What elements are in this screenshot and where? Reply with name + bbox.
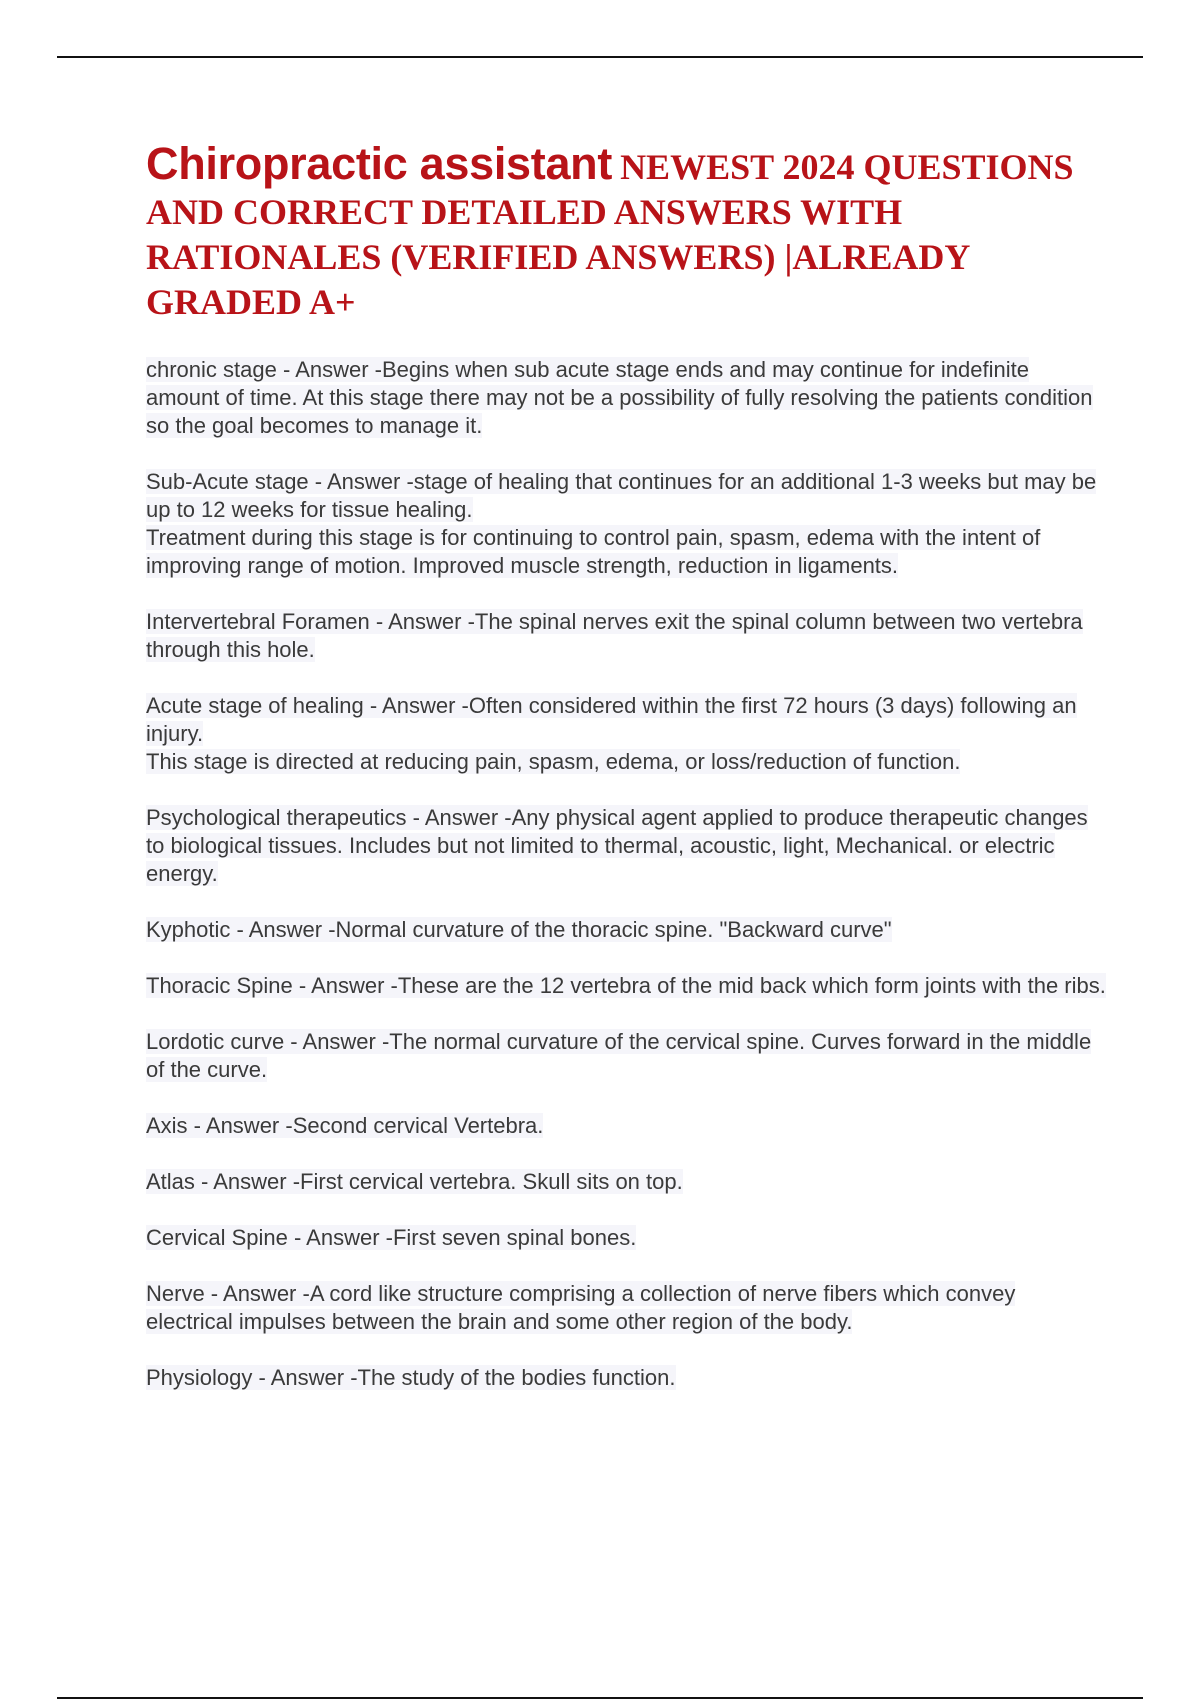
- qa-paragraph: [146, 1028, 1106, 1084]
- qa-text: Intervertebral Foramen - Answer -The spinal nerves exit the spinal column between two vertebra through this hole.: [146, 609, 1083, 662]
- qa-paragraph: [146, 1224, 1106, 1252]
- qa-paragraph: [146, 1364, 1106, 1392]
- qa-text: Axis - Answer -Second cervical Vertebra.: [146, 1113, 544, 1138]
- qa-text: Cervical Spine - Answer -First seven spinal bones.: [146, 1225, 637, 1250]
- qa-paragraph: [146, 468, 1106, 524]
- qa-text: Psychological therapeutics - Answer -Any physical agent applied to produce therapeutic changes to biological tissues. Includes but not limited to thermal, acoustic, light, Mechanical. or electric energy.: [146, 805, 1088, 886]
- qa-paragraph: [146, 692, 1106, 748]
- qa-paragraph: [146, 356, 1106, 440]
- qa-text: Sub-Acute stage - Answer -stage of healing that continues for an additional 1-3 weeks but may be up to 12 weeks for tissue healing.: [146, 469, 1097, 522]
- qa-entry: [146, 468, 1106, 580]
- qa-entry: [146, 608, 1106, 664]
- qa-entry: [146, 1112, 1106, 1140]
- qa-text: Atlas - Answer -First cervical vertebra. Skull sits on top.: [146, 1169, 683, 1194]
- qa-text: Nerve - Answer -A cord like structure comprising a collection of nerve fibers which convey electrical impulses between the brain and some other region of the body.: [146, 1281, 1016, 1334]
- qa-text: Thoracic Spine - Answer -These are the 12 vertebra of the mid back which form joints with the ribs.: [146, 973, 1106, 998]
- qa-text: Treatment during this stage is for continuing to control pain, spasm, edema with the intent of improving range of motion. Improved muscle strength, reduction in ligaments.: [146, 525, 1041, 578]
- qa-paragraph: [146, 1168, 1106, 1196]
- qa-entry: [146, 1168, 1106, 1196]
- qa-text: Kyphotic - Answer -Normal curvature of the thoracic spine. "Backward curve": [146, 917, 892, 942]
- qa-list: [146, 356, 1106, 1420]
- footer-rule: [57, 1697, 1143, 1699]
- header-rule: [57, 56, 1143, 58]
- qa-entry: [146, 1028, 1106, 1084]
- qa-entry: [146, 1224, 1106, 1252]
- qa-text: Acute stage of healing - Answer -Often considered within the first 72 hours (3 days) following an injury.: [146, 693, 1077, 746]
- qa-paragraph: [146, 608, 1106, 664]
- qa-text: chronic stage - Answer -Begins when sub acute stage ends and may continue for indefinite amount of time. At this stage there may not be a possibility of fully resolving the patients condition so the goal becomes to manage it.: [146, 357, 1093, 438]
- qa-text: This stage is directed at reducing pain, spasm, edema, or loss/reduction of function.: [146, 749, 961, 774]
- qa-paragraph: [146, 1280, 1106, 1336]
- qa-entry: [146, 1364, 1106, 1392]
- document-title-subtitle: NEWEST 2024 QUESTIONS AND CORRECT DETAILED ANSWERS WITH RATIONALES (VERIFIED ANSWERS) |ALREADY GRADED A+: [146, 147, 1074, 322]
- qa-entry: [146, 916, 1106, 944]
- qa-paragraph: [146, 916, 1106, 944]
- qa-entry: [146, 692, 1106, 776]
- qa-entry: [146, 356, 1106, 440]
- qa-paragraph: [146, 972, 1106, 1000]
- qa-entry: [146, 972, 1106, 1000]
- document-title: [146, 138, 1106, 325]
- qa-paragraph: [146, 804, 1106, 888]
- qa-paragraph: [146, 1112, 1106, 1140]
- qa-entry: [146, 804, 1106, 888]
- qa-text: Physiology - Answer -The study of the bodies function.: [146, 1365, 676, 1390]
- qa-paragraph: [146, 524, 1106, 580]
- qa-entry: [146, 1280, 1106, 1336]
- qa-text: Lordotic curve - Answer -The normal curvature of the cervical spine. Curves forward in the middle of the curve.: [146, 1029, 1092, 1082]
- document-title-main: Chiropractic assistant: [146, 138, 613, 189]
- qa-paragraph: [146, 748, 1106, 776]
